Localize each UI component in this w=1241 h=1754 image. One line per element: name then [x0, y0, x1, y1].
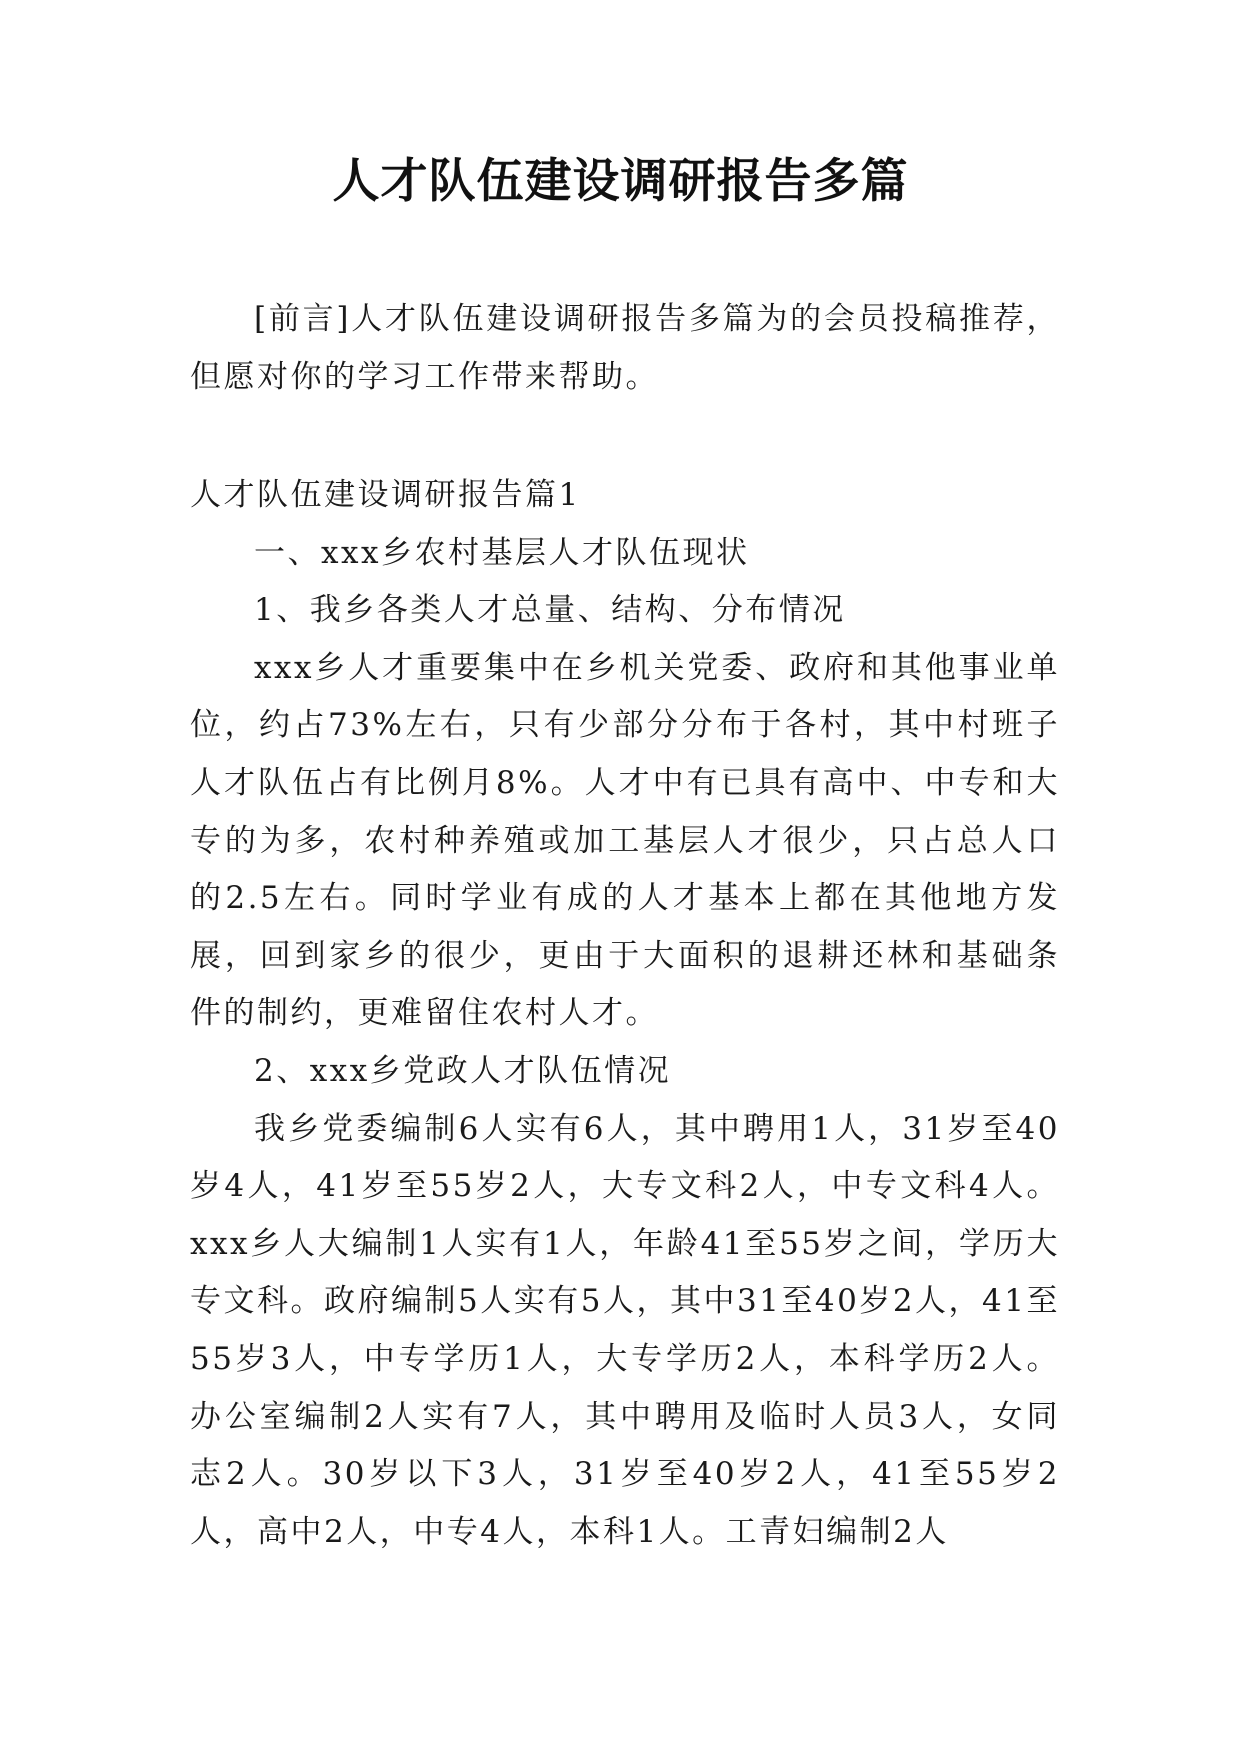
document-title: 人才队伍建设调研报告多篇: [332, 154, 909, 209]
paragraph-talent-distribution: xxx乡人才重要集中在乡机关党委、政府和其他事业单位，约占73%左右，只有少部分分布于各村，其中村班子人才队伍占有比例月8%。人才中有已具有高中、中专和大专的为多，农村种养殖或加工基层人才很少，只占总人口的2.5左右。同时学业有成的人才基本上都在其他地方发展，回到家乡的很少，更由于大面积的退耕还林和基础条件的制约，更难留住农村人才。: [190, 649, 1060, 1032]
heading-level-1: 一、xxx乡农村基层人才队伍现状: [254, 534, 750, 571]
heading-level-2-party-talent: 2、xxx乡党政人才队伍情况: [254, 1052, 672, 1089]
paragraph-party-talent: 我乡党委编制6人实有6人，其中聘用1人，31岁至40岁4人，41岁至55岁2人，大专文科2人，中专文科4人。xxx乡人大编制1人实有1人，年龄41至55岁之间，学历大专文科。政府编制5人实有5人，其中31至40岁2人，41至55岁3人，中专学历1人，大专学历2人，本科学历2人。办公室编制2人实有7人，其中聘用及临时人员3人，女同志2人。30岁以下3人，31岁至40岁2人，41至55岁2人，高中2人，中专4人，本科1人。工青妇编制2人: [190, 1110, 1061, 1550]
report-body: [190, 467, 1060, 1561]
intro-paragraph: [前言]人才队伍建设调研报告多篇为的会员投稿推荐，但愿对你的学习工作带来帮助。: [190, 301, 1060, 395]
intro-block: [190, 290, 1060, 406]
section-heading: 人才队伍建设调研报告篇1: [190, 477, 581, 513]
heading-level-2-talent-distribution: 1、我乡各类人才总量、结构、分布情况: [254, 592, 846, 629]
